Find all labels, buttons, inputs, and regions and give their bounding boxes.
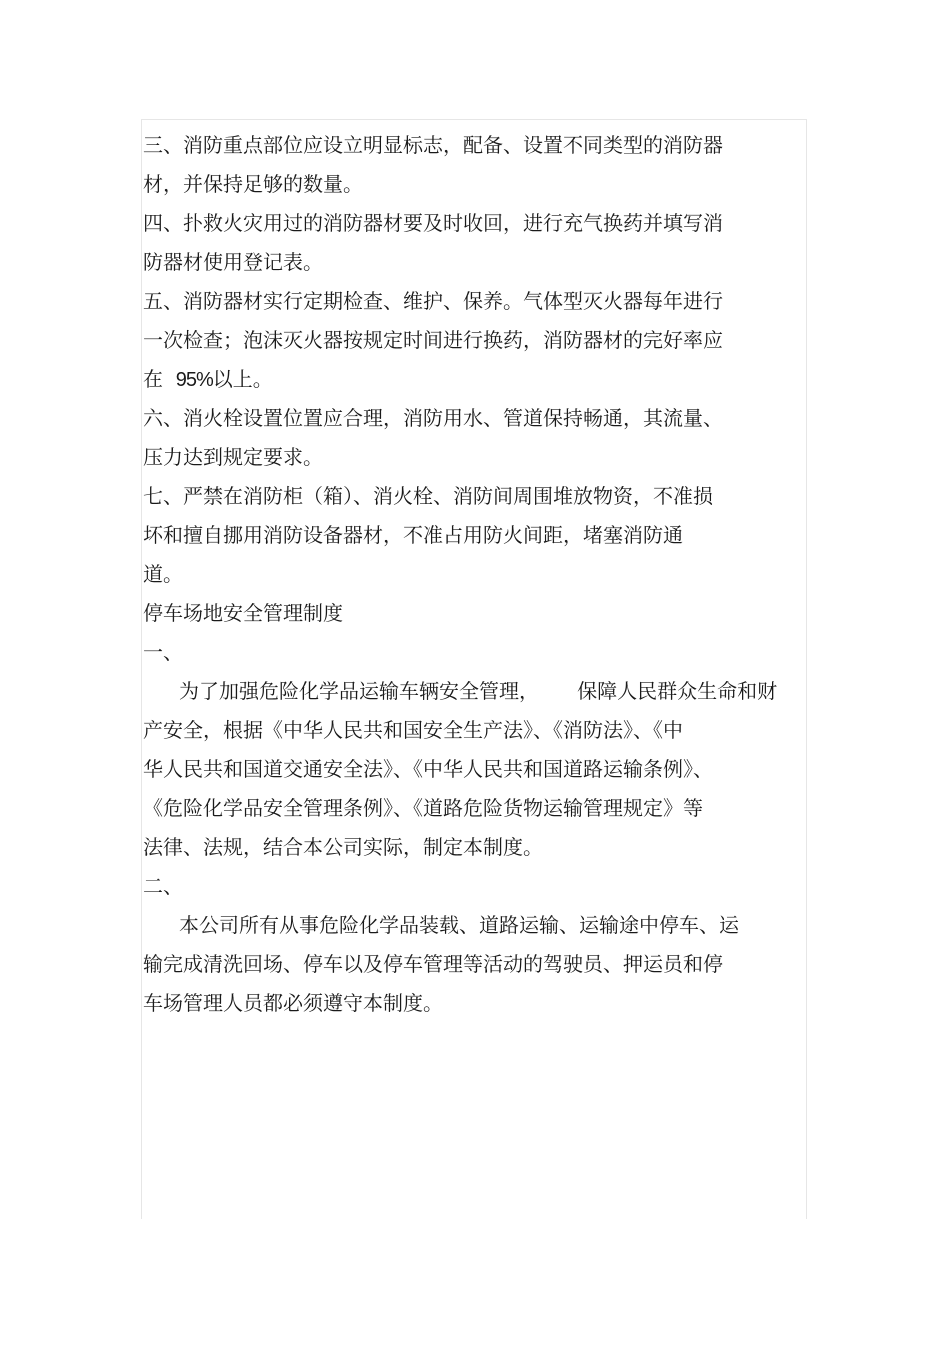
text-line: 车场管理人员都必须遵守本制度。 xyxy=(143,991,443,1015)
document-body xyxy=(143,126,803,1023)
text-fragment: 以上。 xyxy=(212,367,273,391)
text-line: 本公司所有从事危险化学品装载、道路运输、运输途中停车、运 xyxy=(179,913,739,937)
text-line: 道。 xyxy=(143,562,183,586)
percentage-value: 95% xyxy=(175,369,213,391)
text-fragment: 在 xyxy=(143,367,176,391)
text-line: 《危险化学品安全管理条例》、《道路危险货物运输管理规定》等 xyxy=(143,796,703,820)
text-line: 七、严禁在消防柜（箱）、消火栓、消防间周围堆放物资，不准损 xyxy=(143,484,713,508)
text-line: 坏和擅自挪用消防设备器材，不准占用防火间距，堵塞消防通 xyxy=(143,523,683,547)
text-line: 四、扑救火灾用过的消防器材要及时收回，进行充气换药并填写消 xyxy=(143,211,723,235)
text-line: 输完成清洗回场、停车以及停车管理等活动的驾驶员、押运员和停 xyxy=(143,952,723,976)
text-line: 压力达到规定要求。 xyxy=(143,445,323,469)
text-line xyxy=(143,360,803,399)
text-line: 六、消火栓设置位置应合理，消防用水、管道保持畅通，其流量、 xyxy=(143,406,723,430)
paragraph-hydrant xyxy=(143,399,803,477)
text-line: 产安全，根据《中华人民共和国安全生产法》、《消防法》、《中 xyxy=(143,718,683,742)
clause-one xyxy=(143,633,803,867)
clause-heading: 一、 xyxy=(143,640,183,664)
text-line: 三、消防重点部位应设立明显标志，配备、设置不同类型的消防器 xyxy=(143,133,723,157)
text-line: 材，并保持足够的数量。 xyxy=(143,172,363,196)
text-line: 法律、法规，结合本公司实际，制定本制度。 xyxy=(143,835,543,859)
paragraph-equipment-recovery xyxy=(143,204,803,282)
section-title: 停车场地安全管理制度 xyxy=(143,601,343,625)
text-line: 一次检查；泡沫灭火器按规定时间进行换药，消防器材的完好率应 xyxy=(143,328,723,352)
paragraph-fire-marking xyxy=(143,126,803,204)
text-line: 五、消防器材实行定期检查、维护、保养。气体型灭火器每年进行 xyxy=(143,289,723,313)
clause-heading: 二、 xyxy=(143,874,183,898)
clause-two xyxy=(143,867,803,1023)
text-line: 防器材使用登记表。 xyxy=(143,250,323,274)
paragraph-prohibition xyxy=(143,477,803,594)
text-line: 为了加强危险化学品运输车辆安全管理， 保障人民群众生命和财 xyxy=(179,679,778,703)
text-line: 华人民共和国道交通安全法》、《中华人民共和国道路运输条例》、 xyxy=(143,757,713,781)
paragraph-inspection xyxy=(143,282,803,399)
